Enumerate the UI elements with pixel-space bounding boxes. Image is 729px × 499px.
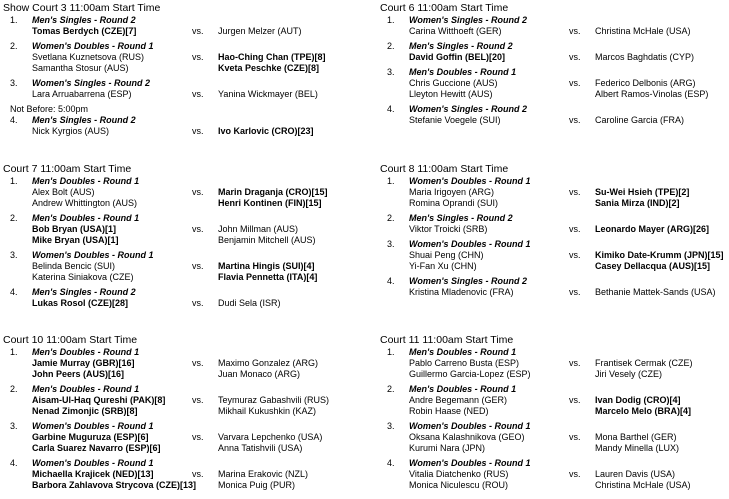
match-number: 2. (10, 41, 18, 51)
match-round: Women's Singles - Round 2 (409, 15, 527, 25)
player-left: Vitalia Diatchenko (RUS) (409, 469, 509, 479)
vs-label: vs. (192, 261, 204, 271)
not-before-note: Not Before: 5:00pm (10, 104, 89, 114)
player-right: Maximo Gonzalez (ARG) (218, 358, 319, 368)
player-left: Oksana Kalashnikova (GEO) (409, 432, 525, 442)
match-number: 4. (387, 276, 395, 286)
match-entry (380, 276, 729, 302)
match-number: 2. (387, 213, 395, 223)
match-number: 3. (387, 239, 395, 249)
player-left: Kristina Mladenovic (FRA) (409, 287, 514, 297)
match-number: 1. (387, 176, 395, 186)
player-left: Mike Bryan (USA)[1] (32, 235, 119, 245)
vs-label: vs. (192, 432, 204, 442)
player-right: Juan Monaco (ARG) (218, 369, 301, 379)
vs-label: vs. (569, 395, 581, 405)
player-left: John Peers (AUS)[16] (32, 369, 125, 379)
vs-label: vs. (192, 126, 204, 136)
player-right: Mikhail Kukushkin (KAZ) (218, 406, 317, 416)
player-left: Samantha Stosur (AUS) (32, 63, 129, 73)
player-right: Christina McHale (USA) (595, 26, 691, 36)
match-entry (380, 104, 729, 130)
player-right: Henri Kontinen (FIN)[15] (218, 198, 322, 208)
match-round: Women's Singles - Round 2 (409, 104, 527, 114)
match-round: Women's Doubles - Round 1 (409, 458, 531, 468)
match-entry (3, 347, 353, 384)
player-right: Kimiko Date-Krumm (JPN)[15] (595, 250, 724, 260)
match-entry (3, 213, 353, 250)
match-number: 3. (10, 78, 18, 88)
player-left: Barbora Zahlavova Strycova (CZE)[13] (32, 480, 197, 490)
match-entry (3, 250, 353, 287)
player-left: Viktor Troicki (SRB) (409, 224, 488, 234)
court-section (380, 2, 729, 130)
match-round: Men's Doubles - Round 1 (409, 384, 517, 394)
match-number: 4. (10, 115, 18, 125)
player-left: Carina Witthoeft (GER) (409, 26, 502, 36)
court-section (3, 163, 353, 313)
match-round: Women's Doubles - Round 1 (409, 421, 531, 431)
vs-label: vs. (192, 224, 204, 234)
player-left: Andre Begemann (GER) (409, 395, 508, 405)
court-section (380, 163, 729, 302)
match-round: Men's Doubles - Round 1 (32, 347, 140, 357)
vs-label: vs. (569, 432, 581, 442)
vs-label: vs. (192, 89, 204, 99)
court-title: Court 7 11:00am Start Time (3, 163, 132, 175)
player-right: Teymuraz Gabashvili (RUS) (218, 395, 330, 405)
vs-label: vs. (192, 26, 204, 36)
player-left: Lara Arruabarrena (ESP) (32, 89, 132, 99)
match-number: 2. (387, 41, 395, 51)
match-round: Women's Doubles - Round 1 (32, 421, 154, 431)
player-left: Carla Suarez Navarro (ESP)[6] (32, 443, 161, 453)
match-round: Women's Doubles - Round 1 (32, 458, 154, 468)
vs-label: vs. (569, 287, 581, 297)
player-right: Marin Draganja (CRO)[15] (218, 187, 328, 197)
player-right: Marcelo Melo (BRA)[4] (595, 406, 692, 416)
match-number: 4. (10, 287, 18, 297)
vs-label: vs. (569, 115, 581, 125)
court-title: Court 8 11:00am Start Time (380, 163, 509, 175)
player-right: Flavia Pennetta (ITA)[4] (218, 272, 318, 282)
match-entry (380, 347, 729, 384)
match-entry (380, 421, 729, 458)
vs-label: vs. (569, 26, 581, 36)
player-left: Nick Kyrgios (AUS) (32, 126, 110, 136)
player-left: Kurumi Nara (JPN) (409, 443, 486, 453)
court-title: Show Court 3 11:00am Start Time (3, 2, 161, 14)
match-round: Men's Doubles - Round 1 (32, 213, 140, 223)
match-entry (3, 15, 353, 41)
player-left: Lukas Rosol (CZE)[28] (32, 298, 129, 308)
match-entry (380, 67, 729, 104)
match-number: 3. (387, 421, 395, 431)
court-section (3, 334, 353, 495)
match-round: Women's Singles - Round 2 (409, 276, 527, 286)
vs-label: vs. (569, 224, 581, 234)
match-number: 3. (10, 421, 18, 431)
vs-label: vs. (192, 187, 204, 197)
match-number: 1. (387, 347, 395, 357)
match-entry (380, 458, 729, 495)
player-left: Michaella Krajicek (NED)[13] (32, 469, 154, 479)
court-title: Court 11 11:00am Start Time (380, 334, 514, 346)
match-round: Women's Doubles - Round 1 (409, 176, 531, 186)
player-left: Chris Guccione (AUS) (409, 78, 498, 88)
match-number: 2. (10, 213, 18, 223)
match-entry (380, 239, 729, 276)
player-left: Robin Haase (NED) (409, 406, 489, 416)
match-entry (3, 41, 353, 78)
match-number: 2. (387, 384, 395, 394)
court-title: Court 10 11:00am Start Time (3, 334, 138, 346)
player-right: Marina Erakovic (NZL) (218, 469, 309, 479)
match-round: Men's Singles - Round 2 (409, 213, 513, 223)
match-round: Women's Doubles - Round 1 (32, 250, 154, 260)
player-right: Benjamin Mitchell (AUS) (218, 235, 316, 245)
player-right: Dudi Sela (ISR) (218, 298, 281, 308)
match-entry (3, 115, 353, 141)
player-right: Caroline Garcia (FRA) (595, 115, 685, 125)
match-round: Women's Singles - Round 2 (32, 78, 150, 88)
match-round: Men's Doubles - Round 1 (32, 384, 140, 394)
match-number: 1. (387, 15, 395, 25)
player-right: Su-Wei Hsieh (TPE)[2] (595, 187, 690, 197)
match-round: Men's Doubles - Round 1 (32, 176, 140, 186)
player-left: Romina Oprandi (SUI) (409, 198, 499, 208)
player-left: David Goffin (BEL)[20] (409, 52, 505, 62)
player-left: Andrew Whittington (AUS) (32, 198, 138, 208)
player-right: John Millman (AUS) (218, 224, 299, 234)
vs-label: vs. (569, 187, 581, 197)
player-right: Kveta Peschke (CZE)[8] (218, 63, 320, 73)
player-left: Monica Niculescu (ROU) (409, 480, 509, 490)
match-round: Men's Doubles - Round 1 (409, 347, 517, 357)
court-title: Court 6 11:00am Start Time (380, 2, 509, 14)
player-right: Anna Tatishvili (USA) (218, 443, 303, 453)
player-right: Bethanie Mattek-Sands (USA) (595, 287, 716, 297)
match-round: Men's Singles - Round 2 (409, 41, 513, 51)
match-entry (3, 421, 353, 458)
vs-label: vs. (192, 469, 204, 479)
player-left: Belinda Bencic (SUI) (32, 261, 116, 271)
player-right: Christina McHale (USA) (595, 480, 691, 490)
player-right: Jiri Vesely (CZE) (595, 369, 663, 379)
vs-label: vs. (192, 358, 204, 368)
match-round: Men's Singles - Round 2 (32, 287, 136, 297)
player-left: Shuai Peng (CHN) (409, 250, 484, 260)
vs-label: vs. (192, 395, 204, 405)
match-entry (380, 15, 729, 41)
vs-label: vs. (569, 78, 581, 88)
player-right: Albert Ramos-Vinolas (ESP) (595, 89, 709, 99)
player-left: Svetlana Kuznetsova (RUS) (32, 52, 145, 62)
player-right: Lauren Davis (USA) (595, 469, 676, 479)
court-section (3, 2, 353, 141)
match-entry (3, 78, 353, 104)
player-right: Leonardo Mayer (ARG)[26] (595, 224, 710, 234)
match-entry (3, 176, 353, 213)
match-number: 3. (10, 250, 18, 260)
player-right: Monica Puig (PUR) (218, 480, 296, 490)
player-right: Mona Barthel (GER) (595, 432, 677, 442)
vs-label: vs. (192, 298, 204, 308)
match-entry (3, 384, 353, 421)
player-right: Ivo Karlovic (CRO)[23] (218, 126, 314, 136)
player-right: Ivan Dodig (CRO)[4] (595, 395, 681, 405)
match-entry (3, 458, 353, 495)
player-left: Maria Irigoyen (ARG) (409, 187, 495, 197)
player-right: Varvara Lepchenko (USA) (218, 432, 323, 442)
player-right: Federico Delbonis (ARG) (595, 78, 696, 88)
match-round: Men's Singles - Round 2 (32, 115, 136, 125)
match-entry (380, 213, 729, 239)
player-right: Yanina Wickmayer (BEL) (218, 89, 318, 99)
player-right: Casey Dellacqua (AUS)[15] (595, 261, 711, 271)
vs-label: vs. (569, 52, 581, 62)
match-number: 2. (10, 384, 18, 394)
vs-label: vs. (192, 52, 204, 62)
match-number: 4. (387, 104, 395, 114)
player-left: Bob Bryan (USA)[1] (32, 224, 117, 234)
player-right: Jurgen Melzer (AUT) (218, 26, 302, 36)
player-right: Hao-Ching Chan (TPE)[8] (218, 52, 326, 62)
match-number: 1. (10, 15, 18, 25)
court-section (380, 334, 729, 495)
player-left: Garbine Muguruza (ESP)[6] (32, 432, 149, 442)
match-entry (380, 41, 729, 67)
match-number: 4. (10, 458, 18, 468)
player-left: Tomas Berdych (CZE)[7] (32, 26, 137, 36)
player-left: Katerina Siniakova (CZE) (32, 272, 134, 282)
match-entry (380, 384, 729, 421)
match-number: 3. (387, 67, 395, 77)
player-left: Alex Bolt (AUS) (32, 187, 95, 197)
match-round: Men's Singles - Round 2 (32, 15, 136, 25)
match-round: Women's Doubles - Round 1 (32, 41, 154, 51)
match-round: Men's Doubles - Round 1 (409, 67, 517, 77)
player-right: Martina Hingis (SUI)[4] (218, 261, 315, 271)
player-right: Mandy Minella (LUX) (595, 443, 680, 453)
player-right: Marcos Baghdatis (CYP) (595, 52, 695, 62)
player-left: Aisam-Ul-Haq Qureshi (PAK)[8] (32, 395, 166, 405)
player-left: Yi-Fan Xu (CHN) (409, 261, 477, 271)
player-left: Pablo Carreno Busta (ESP) (409, 358, 520, 368)
vs-label: vs. (569, 469, 581, 479)
match-number: 1. (10, 347, 18, 357)
vs-label: vs. (569, 358, 581, 368)
match-entry (3, 287, 353, 313)
match-entry (380, 176, 729, 213)
vs-label: vs. (569, 250, 581, 260)
player-left: Lleyton Hewitt (AUS) (409, 89, 493, 99)
player-left: Guillermo Garcia-Lopez (ESP) (409, 369, 531, 379)
player-left: Stefanie Voegele (SUI) (409, 115, 501, 125)
player-right: Frantisek Cermak (CZE) (595, 358, 693, 368)
player-left: Jamie Murray (GBR)[16] (32, 358, 135, 368)
match-number: 1. (10, 176, 18, 186)
player-right: Sania Mirza (IND)[2] (595, 198, 680, 208)
player-left: Nenad Zimonjic (SRB)[8] (32, 406, 138, 416)
match-round: Women's Doubles - Round 1 (409, 239, 531, 249)
match-number: 4. (387, 458, 395, 468)
